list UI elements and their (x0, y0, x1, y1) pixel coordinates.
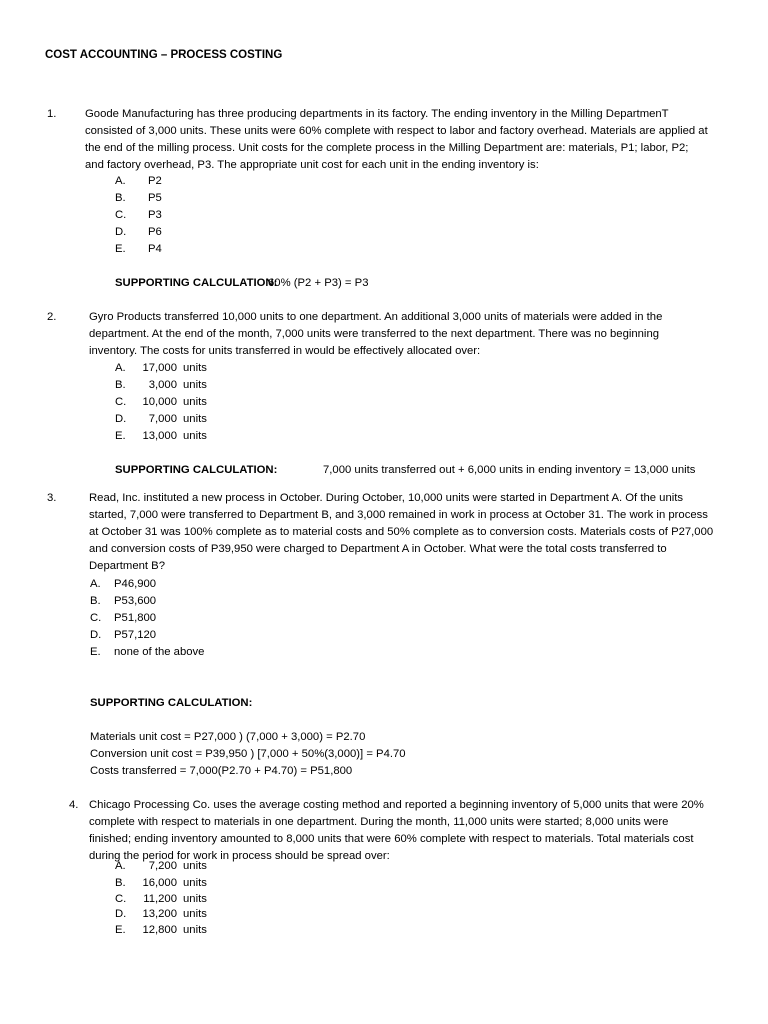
option-a: A. (115, 175, 126, 187)
question-line: Chicago Processing Co. uses the average costing method and reported a beginning inventory of 5,000 units that were 20% (89, 799, 704, 811)
option-e: E. 12,800 units (115, 924, 207, 936)
option-c: C. (115, 209, 127, 221)
question-line: and conversion costs of P39,950 were charged to Department A in October. What were the total costs transferred to (89, 543, 667, 555)
question-line: consisted of 3,000 units. These units were 60% complete with respect to labor and factory overhead. Materials are applied at (85, 125, 708, 137)
supporting-calculation-label: SUPPORTING CALCULATION: (90, 697, 253, 709)
question-2-number: 2. (47, 311, 57, 323)
option-e: E. (115, 243, 126, 255)
calc-line: Costs transferred = 7,000(P2.70 + P4.70) = P51,800 (90, 765, 353, 777)
supporting-calculation-lines (90, 729, 406, 780)
question-2-text (89, 309, 662, 360)
option-d-text: P6 (148, 226, 162, 238)
question-line: Gyro Products transferred 10,000 units to one department. An additional 3,000 units of materials were added in the (89, 311, 663, 323)
option-a: A. P46,900 (90, 578, 157, 590)
supporting-calculation-text: 7,000 units transferred out + 6,000 units in ending inventory = 13,000 units (323, 464, 696, 476)
question-line: and factory overhead, P3. The appropriate unit cost for each unit in the ending inventory is: (85, 159, 539, 171)
option-c: C. P51,800 (90, 612, 157, 624)
option-a: A. 7,200 units (115, 860, 207, 872)
option-e-text: P4 (148, 243, 162, 255)
calc-line: Materials unit cost = P27,000 ) (7,000 + 3,000) = P2.70 (90, 731, 366, 743)
option-e: E. 13,000 units (115, 430, 207, 442)
supporting-calculation-label: SUPPORTING CALCULATION: (115, 464, 278, 476)
question-line: complete with respect to materials in one department. During the month, 11,000 units were started; 8,000 units were (89, 816, 669, 828)
option-d: D. (115, 226, 127, 238)
question-line: at October 31 was 100% complete as to material costs and 50% complete as to conversion costs. Materials costs of P27,000 (89, 526, 714, 538)
question-line: during the period for work in process should be spread over: (89, 850, 390, 862)
question-line: inventory. The costs for units transferred in would be effectively allocated over: (89, 345, 481, 357)
question-line: Read, Inc. instituted a new process in October. During October, 10,000 units were started in Department A. Of the units (89, 492, 684, 504)
question-line: finished; ending inventory amounted to 8,000 units that were 60% complete with respect to materials. Total materials cost (89, 833, 694, 845)
option-b: B. P53,600 (90, 595, 157, 607)
supporting-calculation-text: 60% (P2 + P3) = P3 (268, 277, 369, 289)
option-a-text: P2 (148, 175, 162, 187)
question-4-number: 4. (69, 799, 79, 811)
option-b-text: P5 (148, 192, 162, 204)
question-line: Department B? (89, 560, 165, 572)
question-1-text (85, 106, 708, 174)
page-title: COST ACCOUNTING – PROCESS COSTING (45, 49, 283, 61)
option-c: C. 10,000 units (115, 396, 207, 408)
question-1-number: 1. (47, 108, 57, 120)
option-b: B. 16,000 units (115, 877, 207, 889)
question-line: department. At the end of the month, 7,000 units were transferred to the next department. There was no beginning (89, 328, 660, 340)
option-a: A. 17,000 units (115, 362, 207, 374)
option-e: E. none of the above (90, 646, 205, 658)
option-d: D. 7,000 units (115, 413, 207, 425)
option-b: B. (115, 192, 126, 204)
question-3-text (89, 490, 713, 575)
option-d: D. P57,120 (90, 629, 157, 641)
question-line: Goode Manufacturing has three producing departments in its factory. The ending inventory in the Milling DepartmenT (85, 108, 669, 120)
calc-line: Conversion unit cost = P39,950 ) [7,000 + 50%(3,000)] = P4.70 (90, 748, 406, 760)
option-b: B. 3,000 units (115, 379, 207, 391)
option-c: C. 11,200 units (115, 893, 207, 905)
question-3-number: 3. (47, 492, 57, 504)
supporting-calculation-label: SUPPORTING CALCULATION: (115, 277, 278, 289)
question-line: the end of the milling process. Unit costs for the complete process in the Milling Department are: materials, P1; labor, P2; (85, 142, 689, 154)
option-d: D. 13,200 units (115, 908, 207, 920)
option-c-text: P3 (148, 209, 162, 221)
question-line: started, 7,000 were transferred to Department B, and 3,000 remained in work in process at October 31. The work in process (89, 509, 708, 521)
question-4-text (89, 797, 704, 865)
